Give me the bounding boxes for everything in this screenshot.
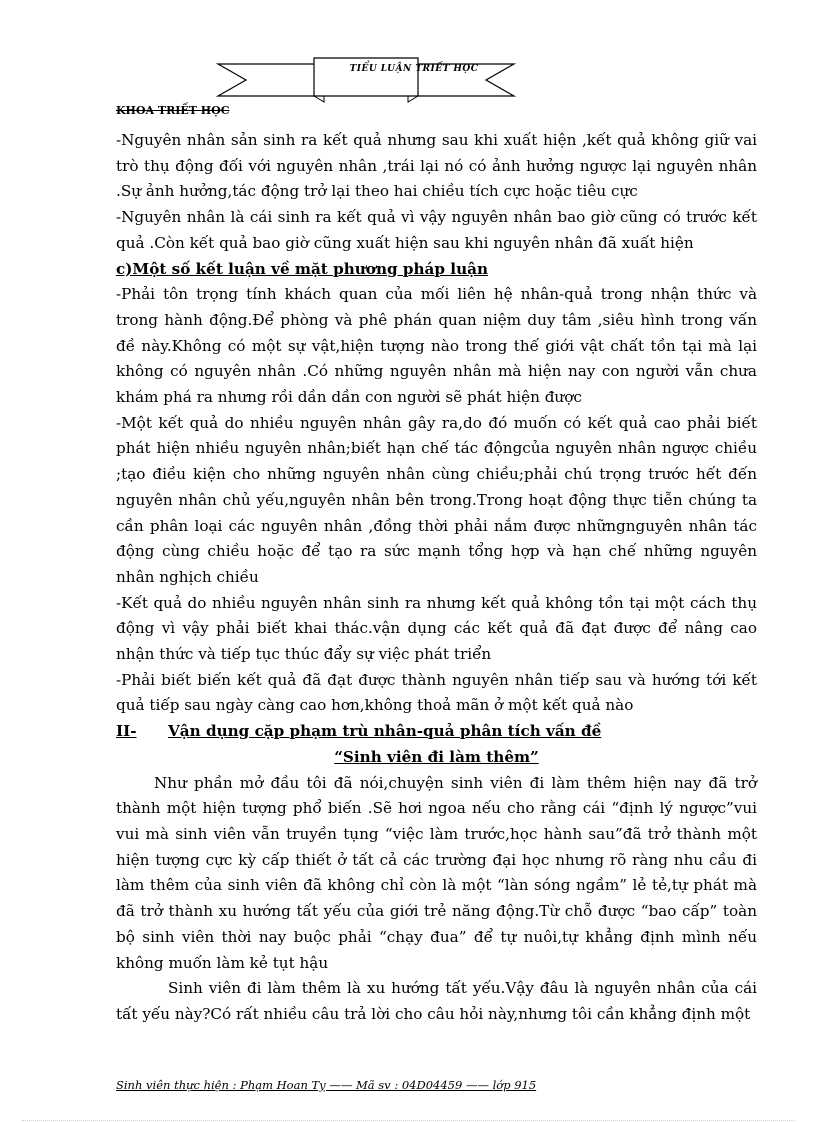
- paragraph: -Nguyên nhân là cái sinh ra kết quả vì vậy nguyên nhân bao giờ cũng có trước kết quả .Còn kết quả bao giờ cũng xuất hiện sau khi nguyên nhân đã xuất hiện: [116, 208, 757, 252]
- section-number: II-: [116, 722, 137, 741]
- page-footer: Sinh viên thực hiện : Phạm Hoan Tỵ —— Mã sv : 04D04459 —— lớp 915: [116, 1078, 537, 1092]
- paragraph: -Phải tôn trọng tính khách quan của mối liên hệ nhân-quả trong nhận thức và trong hành động.Để phòng và phê phán quan niệm duy tâm ,siêu hình trong vấn đề này.Không có một sự vật,hiện tượng nào trong thế giới vật chất tồn tại mà lại không có nguyên nhân .Có những nguyên nhân mà hiện nay con người vẫn chưa khám phá ra nhưng rồi dần dần con người sẽ phát hiện được: [116, 285, 757, 407]
- paragraph: -Một kết quả do nhiều nguyên nhân gây ra,do đó muốn có kết quả cao phải biết phát hiện nhiều nguyên nhân;biết hạn chế tác độngcủa nguyên nhân ngược chiều ;tạo điều kiện cho những nguyên nhân cùng chiều;phải chú trọng trước hết đến nguyên nhân chủ yếu,nguyên nhân bên trong.Trong hoạt động thực tiễn chúng ta cần phân loại các nguyên nhân ,đồng thời phải nắm được nhữngnguyên nhân tác động cùng chiều hoặc để tạo ra sức mạnh tổng hợp và hạn chế những nguyên nhân nghịch chiều: [116, 413, 757, 586]
- paragraph: Sinh viên đi làm thêm là xu hướng tất yếu.Vậy đâu là nguyên nhân của cái tất yếu này?Có rất nhiều câu trả lời cho câu hỏi này,nhưng tôi cần khẳng định một: [116, 979, 757, 1023]
- subsection-heading: c)Một số kết luận về mặt phương pháp luận: [116, 259, 488, 278]
- section-title: Vận dụng cặp phạm trù nhân-quả phân tích vấn đề: [168, 722, 602, 741]
- page-edge-divider: [22, 1120, 794, 1121]
- section-subtitle: “Sinh viên đi làm thêm”: [334, 747, 539, 766]
- section-heading: [116, 719, 757, 745]
- paragraph: Như phần mở đầu tôi đã nói,chuyện sinh viên đi làm thêm hiện nay đã trở thành một hiện tượng phổ biến .Sẽ hơi ngoa nếu cho rằng cái “định lý ngược”vui vui mà sinh viên vẫn truyền tụng “việc làm trước,học hành sau”đã trở thành một hiện tượng cực kỳ cấp thiết ở tất cả các trường đại học nhưng rõ ràng nhu cầu đi làm thêm của sinh viên đã không chỉ còn là một “làn sóng ngầm” lẻ tẻ,tự phát mà đã trở thành xu hướng tất yếu của giới trẻ năng động.Từ chỗ được “bao cấp” toàn bộ sinh viên thời nay buộc phải “chạy đua” để tự nuôi,tự khẳng định mình nếu không muốn làm kẻ tụt hậu: [116, 773, 757, 972]
- paragraph: -Nguyên nhân sản sinh ra kết quả nhưng sau khi xuất hiện ,kết quả không giữ vai trò thụ động đối với nguyên nhân ,trái lại nó có ảnh hưởng ngược lại nguyên nhân .Sự ảnh hưởng,tác động trở lại theo hai chiều tích cực hoặc tiêu cực: [116, 131, 757, 201]
- banner-title: TIỂU LUẬN TRIẾT HỌC: [349, 64, 479, 74]
- faculty-label: KHOA TRIẾT HỌC: [116, 104, 230, 117]
- paragraph: -Phải biết biến kết quả đã đạt được thành nguyên nhân tiếp sau và hướng tới kết quả tiếp sau ngày càng cao hơn,không thoả mãn ở một kết quả nào: [116, 670, 757, 715]
- paragraph: -Kết quả do nhiều nguyên nhân sinh ra nhưng kết quả không tồn tại một cách thụ động vì vậy phải biết khai thác.vận dụng các kết quả đã đạt được để nâng cao nhận thức và tiếp tục thúc đẩy sự việc phát triển: [116, 593, 757, 664]
- document-body: [116, 128, 757, 1028]
